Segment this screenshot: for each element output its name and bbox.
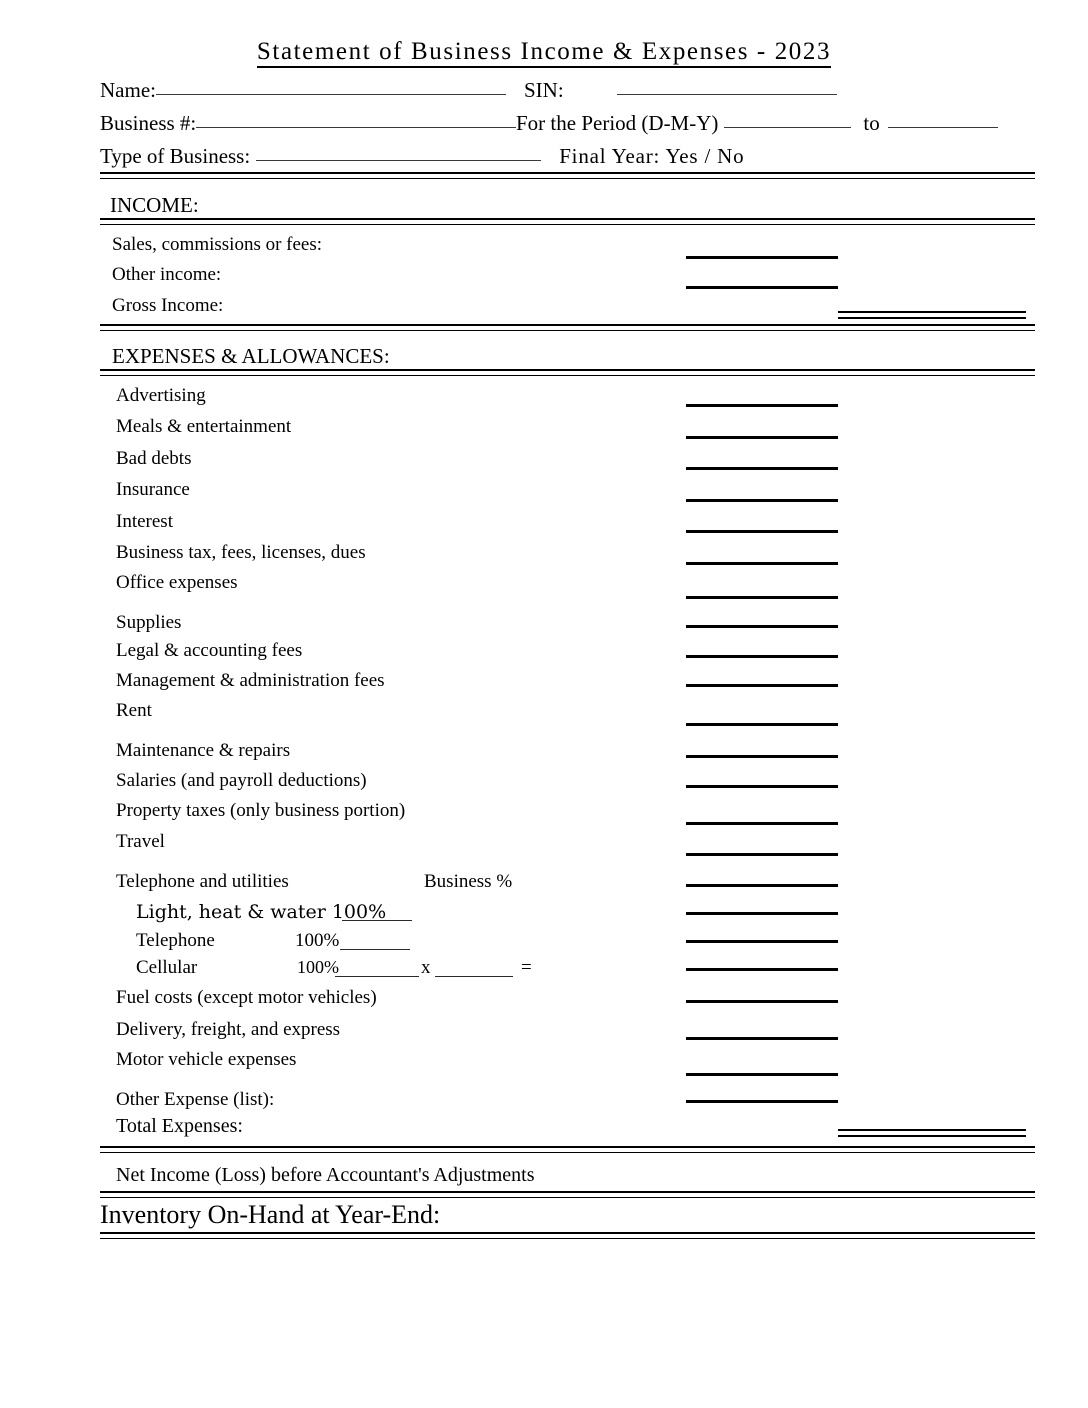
business-number-input-blank[interactable] <box>196 127 516 128</box>
utility-blank-cellular-b[interactable] <box>435 976 513 977</box>
income-heading: INCOME: <box>110 193 199 217</box>
expense-row-label-bad-debts: Bad debts <box>116 448 192 469</box>
expense-amount-line-telephone[interactable] <box>686 940 838 943</box>
utility-row-label-light-heat-water: Light, heat & water 100% <box>136 901 387 923</box>
expense-row-label-delivery: Delivery, freight, and express <box>116 1019 341 1040</box>
expense-amount-line-meals[interactable] <box>686 436 838 439</box>
period-from-input-blank[interactable] <box>724 127 851 128</box>
expense-row-label-motor-vehicle: Motor vehicle expenses <box>116 1049 297 1070</box>
expense-amount-line-delivery[interactable] <box>686 1037 838 1040</box>
expense-amount-line-bad-debts[interactable] <box>686 467 838 470</box>
expense-row-label-travel: Travel <box>116 831 165 852</box>
expense-row-label-advertising: Advertising <box>116 385 206 406</box>
utility-blank-cellular-a[interactable] <box>335 976 419 977</box>
period-to-input-blank[interactable] <box>888 127 998 128</box>
sin-input-blank[interactable] <box>617 94 837 95</box>
expense-amount-line-legal[interactable] <box>686 655 838 658</box>
expense-amount-line-telephone-utilities[interactable] <box>686 884 838 887</box>
utility-equals-symbol: = <box>521 957 532 978</box>
divider-below-net-income <box>100 1191 1035 1198</box>
income-row-label-other: Other income: <box>112 264 222 285</box>
period-to-label: to <box>863 111 880 135</box>
expense-row-label-meals: Meals & entertainment <box>116 416 292 437</box>
type-of-business-label: Type of Business: <box>100 144 251 168</box>
name-field-row <box>100 78 506 103</box>
expense-row-label-supplies: Supplies <box>116 612 182 633</box>
business-number-label: Business #: <box>100 111 197 135</box>
expense-amount-line-supplies[interactable] <box>686 625 838 628</box>
expense-row-label-office: Office expenses <box>116 572 238 593</box>
utility-percent-telephone: 100% <box>295 930 340 951</box>
name-input-blank[interactable] <box>156 94 506 95</box>
expense-amount-line-maintenance[interactable] <box>686 755 838 758</box>
utility-blank-light-heat-water[interactable] <box>342 920 412 921</box>
divider-above-net-income <box>100 1146 1035 1153</box>
expense-row-label-other-expense: Other Expense (list): <box>116 1089 275 1110</box>
divider-above-expenses <box>100 324 1035 331</box>
expense-row-label-rent: Rent <box>116 700 152 721</box>
income-row-label-gross: Gross Income: <box>112 295 224 316</box>
expense-row-label-telephone-utilities: Telephone and utilities <box>116 871 289 892</box>
period-field-row <box>516 111 998 136</box>
utility-row-label-telephone: Telephone <box>136 930 215 951</box>
utility-percent-cellular: 100% <box>297 957 339 977</box>
expense-row-label-legal: Legal & accounting fees <box>116 640 303 661</box>
income-row-label-sales: Sales, commissions or fees: <box>112 234 323 255</box>
utility-row-label-cellular: Cellular <box>136 957 198 978</box>
type-of-business-input-blank[interactable] <box>256 160 541 161</box>
expense-row-label-interest: Interest <box>116 511 173 532</box>
expense-amount-line-motor-vehicle[interactable] <box>686 1073 838 1076</box>
period-label: For the Period (D-M-Y) <box>516 111 719 135</box>
income-amount-line-other[interactable] <box>686 286 838 289</box>
expense-row-label-maintenance: Maintenance & repairs <box>116 740 291 761</box>
divider-below-expenses-heading <box>100 369 1035 376</box>
expense-amount-line-rent[interactable] <box>686 723 838 726</box>
expense-row-label-property-taxes: Property taxes (only business portion) <box>116 800 406 821</box>
expense-amount-line-cellular[interactable] <box>686 968 838 971</box>
business-percent-header: Business % <box>424 871 513 892</box>
expense-amount-line-fuel[interactable] <box>686 1000 838 1003</box>
utility-blank-telephone[interactable] <box>340 949 410 950</box>
expense-amount-line-travel[interactable] <box>686 853 838 856</box>
sin-label: SIN: <box>524 78 564 102</box>
expense-amount-line-salaries[interactable] <box>686 785 838 788</box>
expense-amount-line-property-taxes[interactable] <box>686 822 838 825</box>
expense-row-label-insurance: Insurance <box>116 479 190 500</box>
expense-row-label-salaries: Salaries (and payroll deductions) <box>116 770 367 791</box>
type-of-business-field-row <box>100 144 744 169</box>
expense-amount-line-office[interactable] <box>686 596 838 599</box>
income-amount-line-gross[interactable] <box>838 311 1026 319</box>
divider-above-income <box>100 172 1035 179</box>
name-label: Name: <box>100 78 156 102</box>
expenses-heading: EXPENSES & ALLOWANCES: <box>112 344 390 368</box>
expense-amount-line-insurance[interactable] <box>686 499 838 502</box>
utility-times-symbol: x <box>421 957 431 978</box>
expense-row-label-management: Management & administration fees <box>116 670 385 691</box>
expense-total-amount-line[interactable] <box>838 1129 1026 1137</box>
expense-row-label-business-tax: Business tax, fees, licenses, dues <box>116 542 366 563</box>
expense-amount-line-light-heat-water[interactable] <box>686 912 838 915</box>
inventory-label: Inventory On-Hand at Year-End: <box>100 1200 441 1229</box>
expense-amount-line-management[interactable] <box>686 684 838 687</box>
expense-total-label: Total Expenses: <box>116 1115 243 1137</box>
expense-row-label-fuel: Fuel costs (except motor vehicles) <box>116 987 377 1008</box>
sin-field-row <box>524 78 837 103</box>
expense-amount-line-business-tax[interactable] <box>686 562 838 565</box>
page-title-text: Statement of Business Income & Expenses - 2023 <box>257 38 831 68</box>
expense-amount-line-other-expense[interactable] <box>686 1100 838 1103</box>
divider-below-inventory <box>100 1232 1035 1239</box>
expense-amount-line-interest[interactable] <box>686 530 838 533</box>
final-year-label: Final Year: Yes / No <box>559 144 745 168</box>
net-income-label: Net Income (Loss) before Accountant's Adjustments <box>116 1164 535 1186</box>
expense-amount-line-advertising[interactable] <box>686 404 838 407</box>
business-number-field-row <box>100 111 516 136</box>
divider-below-income-heading <box>100 218 1035 225</box>
income-amount-line-sales[interactable] <box>686 256 838 259</box>
page-title <box>0 38 1088 66</box>
